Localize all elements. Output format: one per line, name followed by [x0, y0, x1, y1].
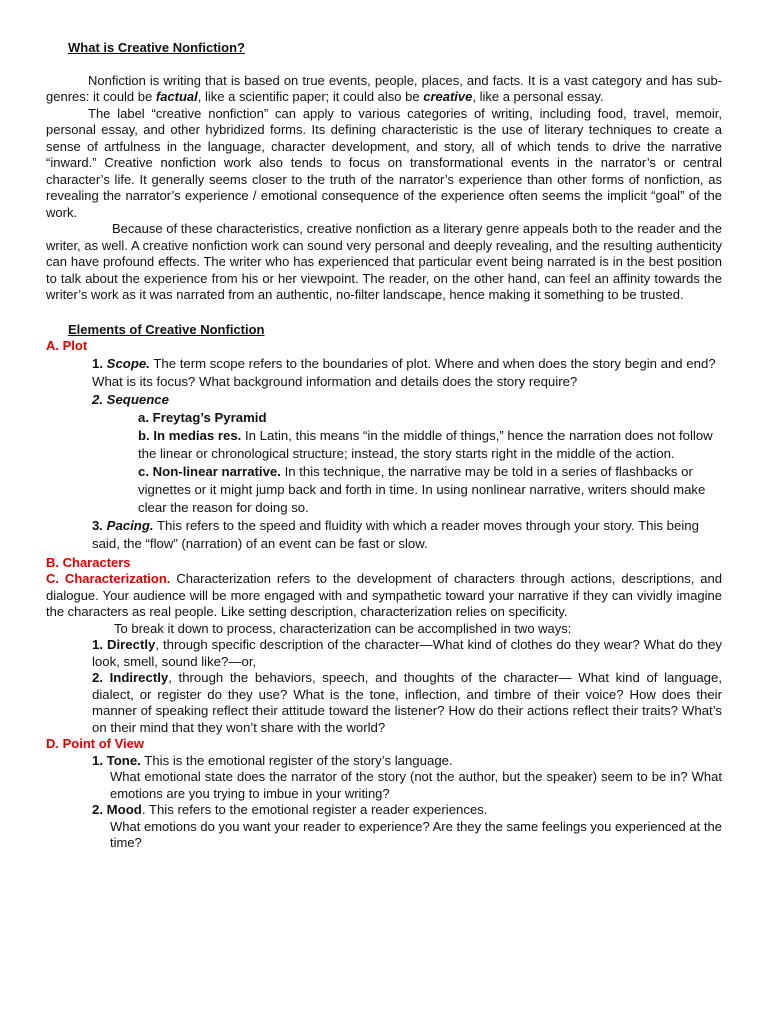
characterization-heading: C. Characterization. [46, 571, 171, 586]
characterization-directly [92, 637, 722, 670]
directly-text: , through specific description of the character—What kind of clothes do they wear? What do they look, smell, sound like?—or, [92, 637, 722, 669]
pov-tone [92, 753, 722, 770]
characterization-paragraph [46, 571, 722, 621]
document-page [46, 40, 722, 852]
characterization-text: Characterization refers to the development of characters through actions, descriptions, and dialogue. Your audience will be more engaged with and sympathetic toward your narrative if they can vividly imagine the characters as real people. Like setting description, characterization relies on specificity. [46, 571, 722, 619]
intro-p1-text-c: , like a personal essay. [472, 89, 604, 104]
characterization-indirectly [92, 670, 722, 736]
scope-label: Scope. [106, 355, 150, 371]
non-linear-narrative [138, 463, 722, 517]
document-title: What is Creative Nonfiction? [68, 40, 245, 55]
medias-label: b. In medias res. [138, 427, 242, 443]
in-medias-res [138, 427, 722, 463]
directly-label: 1. Directly [92, 637, 156, 652]
intro-paragraph-1 [46, 73, 722, 106]
pov-tone-detail: What emotional state does the narrator of the story (not the author, but the speaker) seem to be in? What emotions are you trying to imbue in your writing? [110, 769, 722, 801]
plot-heading: A. Plot [46, 338, 88, 353]
indirectly-text: , through the behaviors, speech, and thoughts of the character— What kind of language, dialect, or register do they use? What is the tone, inflection, and timbre of their voice? How does their manner of speaking reflect their attitude toward the listener? How do their actions reflect their traits? What’s on their mind that they won’t share with the world? [92, 670, 723, 735]
nonlinear-label: c. Non-linear narrative. [138, 463, 281, 479]
scope-number: 1. [92, 355, 107, 371]
pacing-label: . Pacing. [99, 517, 154, 533]
characters-heading: B. Characters [46, 554, 131, 570]
mood-text: . This refers to the emotional register a reader experiences. [141, 802, 488, 817]
pov-heading: D. Point of View [46, 736, 144, 751]
tone-text: This is the emotional register of the story’s language. [140, 752, 453, 768]
intro-p1-text-b: , like a scientific paper; it could also be [197, 89, 424, 104]
scope-text: The term scope refers to the boundaries of plot. Where and when does the story begin and end? What is its focus? What background information and details does the story require? [92, 355, 716, 389]
creative-term: creative [423, 89, 473, 104]
pov-mood [92, 802, 722, 819]
mood-label: 2. Mood [92, 802, 142, 817]
medias-text: In Latin, this means “in the middle of things,” hence the narration does not follow the linear or chronological structure; instead, the story starts right in the middle of the action. [138, 427, 713, 461]
tone-label: 1. Tone. [92, 752, 141, 768]
freytag-pyramid: a. Freytag’s Pyramid [138, 409, 267, 425]
characterization-breakdown: To break it down to process, characterization can be accomplished in two ways: [114, 620, 572, 636]
indirectly-label: 2. Indirectly [92, 670, 169, 685]
pacing-number: 3 [92, 517, 100, 533]
intro-paragraph-2: The label “creative nonfiction” can apply to various categories of writing, including food, travel, memoir, personal essay, and other hybridized forms. Its defining characteristic is the use of literary techniques to create a sense of artfulness in the language, character development, and story, all of which tends to drive the narrative “inward.” Creative nonfiction work also tends to focus on transformational events in the narrator’s or central character’s life. It generally seems closer to the truth of the narrator’s experience than other forms of nonfiction, as revealing the narrator’s experience / emotional consequence of the experience often seems the implicit “goal” of the work. [46, 105, 722, 220]
factual-term: factual [155, 89, 198, 104]
intro-p1-text-a: Nonfiction is writing that is based on true events, people, places, and facts. It is a vast category and has sub-genres: it could be [46, 72, 722, 104]
plot-pacing [92, 517, 722, 553]
pov-mood-detail: What emotions do you want your reader to experience? Are they the same feelings you experienced at the time? [110, 818, 722, 850]
plot-sequence-label: 2. Sequence [92, 391, 169, 407]
plot-scope [92, 355, 722, 391]
elements-heading: Elements of Creative Nonfiction [68, 321, 265, 337]
intro-paragraph-3: Because of these characteristics, creative nonfiction as a literary genre appeals both to the reader and the writer, as well. A creative nonfiction work can sound very personal and deeply revealing, and the resulting authenticity can have profound effects. The writer who has experienced that particular event being narrated is in the best position to talk about the experience from his or her viewpoint. The reader, on the other hand, can feel an affinity towards the writer’s work as it was narrated from an authentic, no-filter landscape, hence making it something to be trusted. [46, 221, 722, 302]
pacing-text: This refers to the speed and fluidity with which a reader moves through your story. This being said, the “flow” (narration) of an event can be fast or slow. [92, 517, 699, 551]
nonlinear-text: In this technique, the narrative may be told in a series of flashbacks or vignettes or it might jump back and forth in time. In using nonlinear narrative, writers should make clear the reason for doing so. [138, 463, 706, 515]
